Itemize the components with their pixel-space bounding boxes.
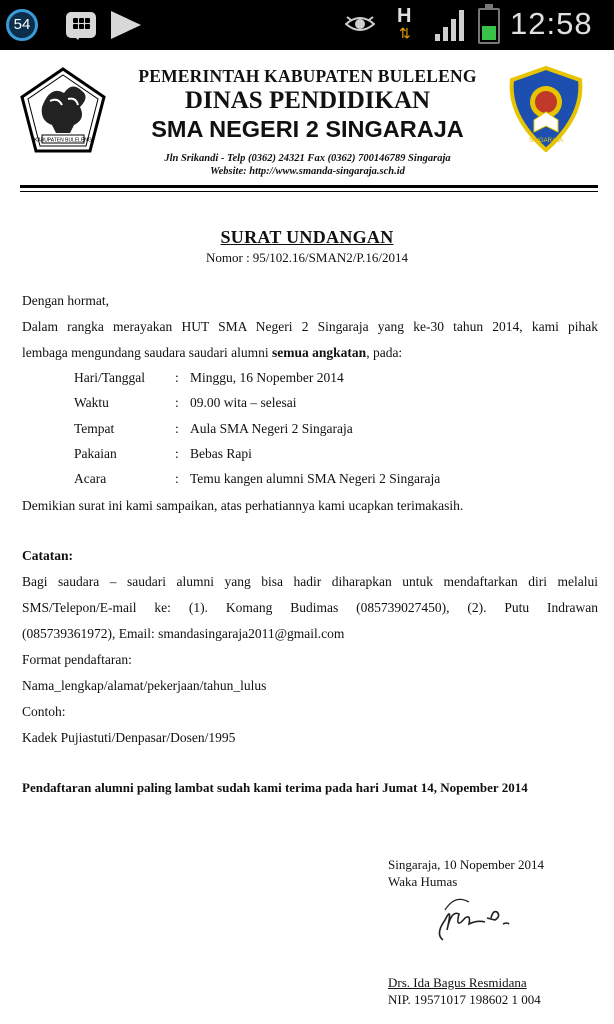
detail-separator: : [175,446,179,461]
play-store-icon[interactable] [111,11,141,39]
school-emblem-icon [506,66,586,152]
letterhead-government: PEMERINTAH KABUPATEN BULELENG [138,66,477,86]
format-value: Nama_lengkap/alamat/pekerjaan/tahun_lulus [22,678,267,693]
detail-label: Waktu [74,395,109,410]
detail-row-venue [0,421,614,439]
sign-role: Waka Humas [388,874,458,889]
registration-deadline: Pendaftaran alumni paling lambat sudah kami terima pada hari Jumat 14, Nopember 2014 [22,780,528,795]
notes-line-1: Bagi saudara – saudari alumni yang bisa hadir diharapkan untuk mendaftarkan diri melalui [22,574,598,589]
letterhead-divider-thin [20,191,598,192]
detail-separator: : [175,421,179,436]
detail-separator: : [175,370,179,385]
detail-label: Tempat [74,421,115,436]
letterhead-school-name: SMA NEGERI 2 SINGARAJA [151,116,464,142]
closing: Demikian surat ini kami sampaikan, atas perhatiannya kami ucapkan terimakasih. [22,498,464,513]
letterhead-address: Jln Srikandi - Telp (0362) 24321 Fax (0362) 700146789 Singaraja [164,153,451,164]
detail-separator: : [175,471,179,486]
letter-number-label: Nomor : [205,250,250,265]
network-type: H [397,5,412,27]
notes-heading: Catatan: [22,548,73,563]
intro-line-2-emphasis: semua angkatan [272,345,367,360]
detail-value: Minggu, 16 Nopember 2014 [190,370,344,385]
detail-row-dress [0,446,614,464]
sign-nip: NIP. 19571017 198602 1 004 [388,992,541,1007]
detail-separator: : [175,395,179,410]
letter-title: SURAT UNDANGAN [220,227,394,247]
bbm-chat-icon[interactable] [66,12,96,38]
clock: 12:58 [510,6,593,41]
detail-row-time [0,395,614,413]
letterhead-website: Website: http://www.smanda-singaraja.sch.id [210,166,405,177]
detail-row-date [0,370,614,388]
example-value: Kadek Pujiastuti/Denpasar/Dosen/1995 [22,730,236,745]
right-logo-text: SINGARAJA [528,138,564,144]
format-label: Format pendaftaran: [22,652,132,667]
sign-name: Drs. Ida Bagus Resmidana [388,975,527,990]
detail-value: Temu kangen alumni SMA Negeri 2 Singaraja [190,471,441,486]
handwritten-signature-icon [425,890,525,950]
signal-strength-icon [434,8,468,42]
example-label: Contoh: [22,704,66,719]
letterhead-department: DINAS PENDIDIKAN [184,87,431,114]
detail-label: Pakaian [74,446,117,461]
battery-icon [478,8,500,44]
intro-line-1: Dalam rangka merayakan HUT SMA Negeri 2 Singaraja yang ke-30 tahun 2014, kami pihak [22,319,598,334]
notes-line-2: SMS/Telepon/E-mail ke: (1). Komang Budimas (085739027450), (2). Putu Indrawan [22,600,598,615]
letterhead-divider-thick [20,185,598,188]
buleleng-regency-logo-icon [20,67,106,153]
intro-line-2-text: lembaga mengundang saudara saudari alumni [22,345,273,360]
left-logo-text: KABUPATEN BULELENG [34,137,92,144]
greeting: Dengan hormat, [22,293,109,308]
detail-row-event [0,471,614,489]
detail-label: Hari/Tanggal [74,370,146,385]
detail-label: Acara [74,471,107,486]
smart-stay-eye-icon [345,14,375,34]
notes-line-3: (085739361972), Email: smandasingaraja2011@gmail.com [22,626,345,641]
detail-value: Aula SMA Negeri 2 Singaraja [190,421,353,436]
status-bar [0,0,614,50]
data-activity-icon: ⇅ [399,25,411,41]
detail-value: Bebas Rapi [190,446,252,461]
notification-count-icon[interactable] [6,9,38,41]
letter-number [0,250,614,266]
intro-line-2 [22,344,402,362]
letter-number-value: 95/102.16/SMAN2/P.16/2014 [252,250,408,265]
intro-line-2-end: , pada: [366,345,403,360]
sign-place-date: Singaraja, 10 Nopember 2014 [388,857,544,872]
notification-count: 54 [13,16,31,33]
detail-value: 09.00 wita – selesai [190,395,297,410]
